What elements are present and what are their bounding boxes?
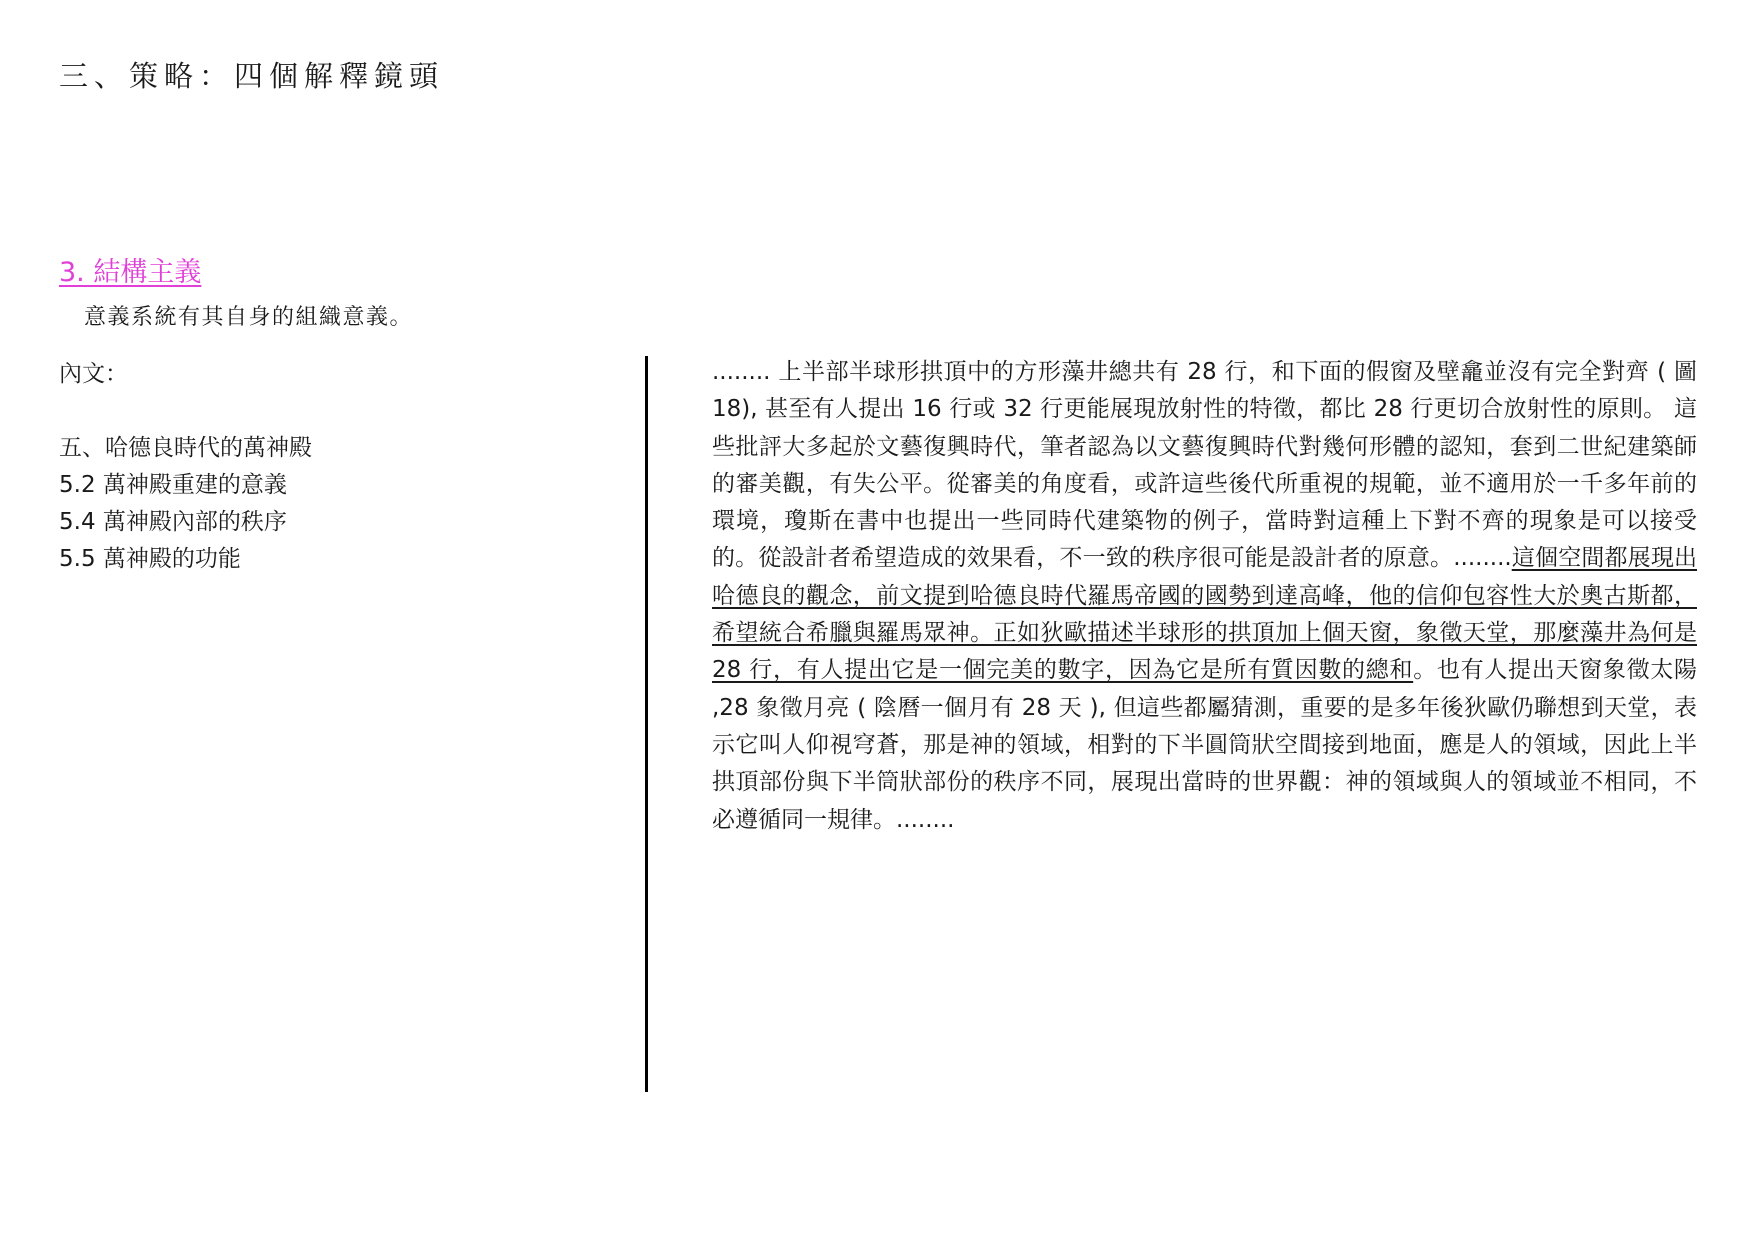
toc-panel <box>59 356 619 578</box>
quote-text-part1: ........ 上半部半球形拱頂中的方形藻井總共有 28 行，和下面的假窗及壁龕並沒有完全對齊 ( 圖 18), 甚至有人提出 16 行或 32 行更能展現放射性的特徵，都比 28 行更切合放射性的原則。 這些批評大多起於文藝復興時代，筆者認為以文藝復興時代對幾何形體的認知，套到二世紀建築師的審美觀，有失公平。從審美的角度看，或許這些後代所重視的規範，並不適用於一千多年前的環境，瓊斯在書中也提出一些同時代建築物的例子，當時對這種上下對不齊的現象是可以接受的。從設計者希望造成的效果看，不一致的秩序很可能是設計者的原意。........ <box>712 359 1697 572</box>
section-subtitle: 意義系統有其自身的組織意義。 <box>84 305 414 330</box>
toc-label: 內文： <box>59 361 128 387</box>
toc-item-5-2: 5.2 萬神殿重建的意義 <box>59 472 287 498</box>
quote-paragraph <box>712 354 1697 839</box>
toc-item-5-5: 5.5 萬神殿的功能 <box>59 546 241 572</box>
column-divider <box>645 356 648 1092</box>
section-heading: 3. 結構主義 <box>59 257 202 288</box>
quote-underlined-text: 這個空間都展現出哈德良的觀念，前文提到哈德良時代羅馬帝國的國勢到達高峰，他的信仰包容性大於奧古斯都，希望統合希臘與羅馬眾神。正如狄歐描述半球形的拱頂加上個天窗，象徵天堂，那麼藻井為何是 28 行，有人提出它是一個完美的數字，因為它是所有質因數的總和 <box>712 545 1698 684</box>
toc-item-chapter: 五、哈德良時代的萬神殿 <box>59 435 312 461</box>
page-title: 三、策略：四個解釋鏡頭 <box>59 59 445 93</box>
quote-text-part2: 。也有人提出天窗象徵太陽 ,28 象徵月亮 ( 陰曆一個月有 28 天 ), 但這些都屬猜測，重要的是多年後狄歐仍聯想到天堂，表示它叫人仰視穹蒼，那是神的領域，相對的下半圓筒狀空間接到地面，應是人的領域，因此上半拱頂部份與下半筒狀部份的秩序不同，展現出當時的世界觀：神的領域與人的領域並不相同，不必遵循同一規律。........ <box>712 657 1698 833</box>
toc-item-5-4: 5.4 萬神殿內部的秩序 <box>59 509 287 535</box>
